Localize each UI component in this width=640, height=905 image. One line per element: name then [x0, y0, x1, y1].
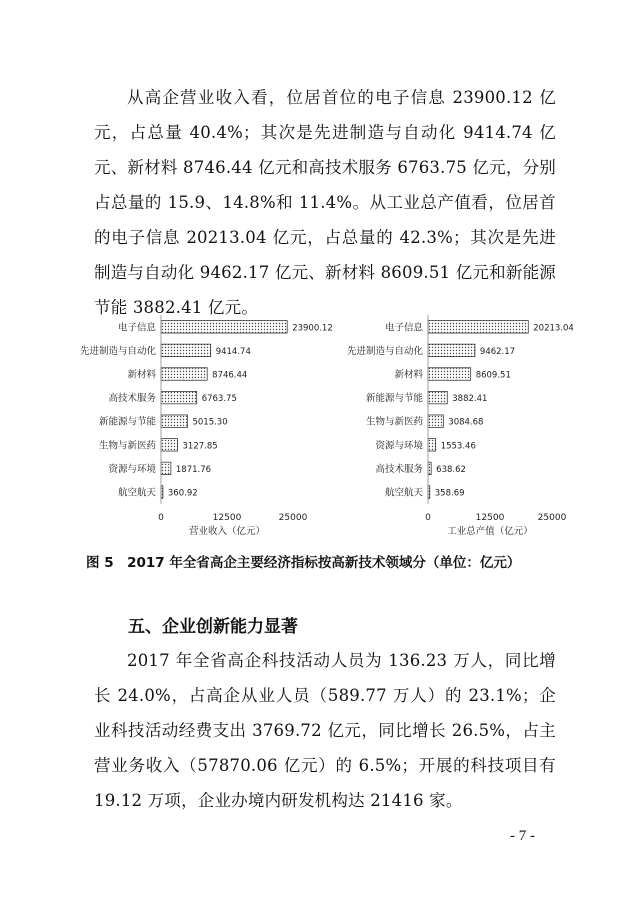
- output-bar: [428, 415, 443, 428]
- revenue-data-label: 1871.76: [175, 464, 212, 475]
- output-bar: [428, 368, 471, 381]
- output-data-label: 1553.46: [440, 441, 476, 452]
- innovation-paragraph: 2017 年全省高企科技活动人员为 136.23 万人，同比增长 24.0%，占高企从业人员（589.77 万人）的 23.1%；企业科技活动经费支出 3769.72 亿元，同比增长 26.5%，占主营业务收入（57870.06 亿元）的 6.5%；开展的科技项目有 19.12 万项，企业办境内研发机构达 21416 家。: [94, 651, 556, 810]
- revenue-data-label: 23900.12: [292, 323, 333, 334]
- output-value-chart: [347, 315, 574, 537]
- revenue-axis-title: 营业收入（亿元）: [188, 525, 266, 537]
- revenue-category-label: 先进制造与自动化: [79, 345, 156, 357]
- revenue-data-label: 360.92: [167, 488, 198, 499]
- output-data-label: 638.62: [436, 464, 466, 475]
- intro-paragraph: 从高企营业收入看，位居首位的电子信息 23900.12 亿元，占总量 40.4%；其次是先进制造与自动化 9414.74 亿元、新材料 8746.44 亿元和高技术服务 6763.75 亿元，分别占总量的 15.9、14.8%和 11.4%。从工业总产值看，位居首的电子信息 20213.04 亿元，占总量的 42.3%；其次是先进制造与自动化 9462.17 亿元、新材料 8609.51 亿元和新能源节能 3882.41 亿元。: [94, 88, 556, 317]
- revenue-tick-label: 12500: [212, 512, 242, 523]
- revenue-category-label: 生物与新医药: [98, 440, 156, 452]
- revenue-data-label: 9414.74: [215, 346, 251, 357]
- revenue-bar: [161, 391, 197, 404]
- output-bar: [428, 391, 447, 404]
- output-category-label: 先进制造与自动化: [346, 345, 423, 357]
- output-axis-title: 工业总产值（亿元）: [447, 525, 533, 537]
- output-data-label: 8609.51: [475, 370, 511, 381]
- revenue-bar: [161, 344, 211, 357]
- revenue-data-label: 6763.75: [201, 394, 237, 405]
- revenue-category-label: 航空航天: [117, 487, 156, 499]
- section-heading: 五、企业创新能力显著: [128, 617, 298, 637]
- output-category-label: 新能源与节能: [365, 393, 423, 405]
- revenue-bar: [161, 415, 187, 428]
- revenue-data-label: 5015.30: [192, 417, 228, 428]
- figure-5-charts: [79, 310, 574, 546]
- output-data-label: 20213.04: [533, 323, 574, 334]
- revenue-bar: [161, 439, 178, 452]
- output-category-label: 新材料: [394, 369, 423, 381]
- revenue-tick-label: 25000: [278, 512, 308, 523]
- output-data-label: 9462.17: [479, 346, 516, 357]
- revenue-data-label: 8746.44: [212, 370, 248, 381]
- output-tick-label: 25000: [537, 512, 567, 523]
- output-data-label: 3084.68: [448, 417, 484, 428]
- revenue-tick-label: 0: [158, 512, 164, 523]
- output-data-label: 358.69: [434, 488, 465, 499]
- output-tick-label: 12500: [475, 512, 505, 523]
- revenue-bar: [161, 321, 287, 334]
- revenue-bar: [161, 368, 207, 381]
- revenue-category-label: 新材料: [127, 369, 156, 381]
- output-category-label: 资源与环境: [375, 440, 423, 452]
- figure-caption: 图 5 2017 年全省高企主要经济指标按高新技术领域分（单位：亿元）: [86, 555, 521, 571]
- output-bar: [428, 462, 431, 475]
- output-category-label: 航空航天: [384, 487, 423, 499]
- page-number: - 7 -: [510, 828, 535, 844]
- revenue-category-label: 电子信息: [117, 322, 156, 334]
- output-category-label: 电子信息: [384, 322, 423, 334]
- output-category-label: 高技术服务: [375, 463, 423, 475]
- output-bar: [428, 344, 475, 357]
- revenue-category-label: 新能源与节能: [98, 416, 156, 428]
- revenue-category-label: 资源与环境: [108, 463, 156, 475]
- revenue-data-label: 3127.85: [182, 441, 218, 452]
- output-tick-label: 0: [425, 512, 431, 523]
- output-bar: [428, 321, 528, 334]
- revenue-category-label: 高技术服务: [108, 393, 156, 405]
- output-category-label: 生物与新医药: [365, 416, 423, 428]
- output-bar: [428, 439, 436, 452]
- output-data-label: 3882.41: [452, 394, 488, 405]
- revenue-bar: [161, 462, 171, 475]
- revenue-chart: [80, 315, 333, 537]
